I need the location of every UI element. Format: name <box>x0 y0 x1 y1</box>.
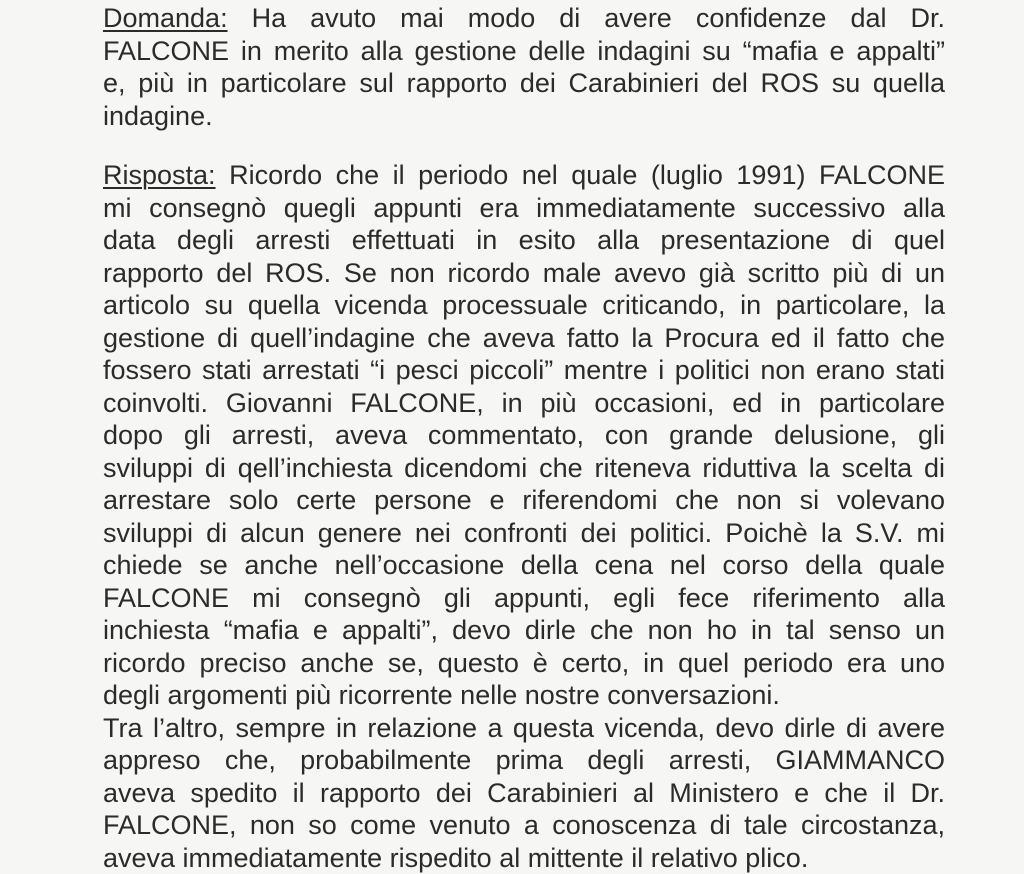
question-paragraph <box>103 2 945 132</box>
question-line-text: e, più in particolare sul rapporto dei Carabinieri del ROS su quella <box>103 68 945 98</box>
answer-line-text: data degli arresti effettuati in esito alla presentazione di quel <box>103 225 945 255</box>
answer-line <box>103 647 945 680</box>
answer-line <box>103 387 945 420</box>
answer-line <box>103 484 945 517</box>
answer-line <box>103 777 945 810</box>
answer-line <box>103 322 945 355</box>
question-line <box>103 35 945 68</box>
answer-line-text: FALCONE mi consegnò gli appunti, egli fece riferimento alla <box>103 583 945 613</box>
answer-line-text: FALCONE, non so come venuto a conoscenza di tale circostanza, <box>103 810 945 840</box>
answer-line-text: inchiesta “mafia e appalti”, devo dirle che non ho in tal senso un <box>103 615 945 645</box>
answer-line <box>103 809 945 842</box>
question-line-text: Ha avuto mai modo di avere confidenze dal Dr. <box>228 3 945 33</box>
answer-line-text: appreso che, probabilmente prima degli arresti, GIAMMANCO <box>103 745 945 775</box>
answer-line <box>103 549 945 582</box>
answer-line <box>103 744 945 777</box>
answer-line-text: dopo gli arresti, aveva commentato, con grande delusione, gli <box>103 420 945 450</box>
answer-line-text: rapporto del ROS. Se non ricordo male avevo già scritto più di un <box>103 258 945 288</box>
answer-line <box>103 614 945 647</box>
answer-paragraph <box>103 159 945 874</box>
answer-line <box>103 517 945 550</box>
answer-line-text: ricordo preciso anche se, questo è certo, in quel periodo era uno <box>103 648 945 678</box>
answer-line <box>103 712 945 745</box>
answer-line-text: mi consegnò quegli appunti era immediatamente successivo alla <box>103 193 945 223</box>
answer-line-text: degli argomenti più ricorrente nelle nostre conversazioni. <box>103 680 780 710</box>
answer-line-text: coinvolti. Giovanni FALCONE, in più occasioni, ed in particolare <box>103 388 945 418</box>
answer-line <box>103 419 945 452</box>
answer-line <box>103 354 945 387</box>
answer-line-text: chiede se anche nell’occasione della cena nel corso della quale <box>103 550 945 580</box>
answer-line <box>103 452 945 485</box>
answer-line <box>103 679 945 712</box>
answer-line <box>103 224 945 257</box>
answer-line <box>103 159 945 192</box>
question-line <box>103 67 945 100</box>
answer-line <box>103 289 945 322</box>
answer-line-text: articolo su quella vicenda processuale criticando, in particolare, la <box>103 290 945 320</box>
answer-line-text: aveva immediatamente rispedito al mittente il relativo plico. <box>103 843 808 873</box>
answer-line <box>103 842 945 874</box>
answer-line-text: sviluppi di alcun genere nei confronti dei politici. Poichè la S.V. mi <box>103 518 945 548</box>
answer-line-text: Tra l’altro, sempre in relazione a questa vicenda, devo dirle di avere <box>103 713 945 743</box>
question-label: Domanda: <box>103 3 228 33</box>
answer-line-text: arrestare solo certe persone e riferendomi che non si volevano <box>103 485 945 515</box>
question-line-text: indagine. <box>103 101 213 131</box>
question-line-text: FALCONE in merito alla gestione delle indagini su “mafia e appalti” <box>103 36 945 66</box>
answer-line-text: Ricordo che il periodo nel quale (luglio 1991) FALCONE <box>216 160 945 190</box>
question-line <box>103 2 945 35</box>
answer-line-text: aveva spedito il rapporto dei Carabinieri al Ministero e che il Dr. <box>103 778 945 808</box>
answer-line <box>103 582 945 615</box>
answer-line-text: fossero stati arrestati “i pesci piccoli” mentre i politici non erano stati <box>103 355 945 385</box>
answer-line <box>103 257 945 290</box>
answer-line-text: sviluppi di qell’inchiesta dicendomi che riteneva riduttiva la scelta di <box>103 453 945 483</box>
question-line <box>103 100 945 133</box>
answer-line-text: gestione di quell’indagine che aveva fatto la Procura ed il fatto che <box>103 323 945 353</box>
answer-line <box>103 192 945 225</box>
answer-label: Risposta: <box>103 160 216 190</box>
